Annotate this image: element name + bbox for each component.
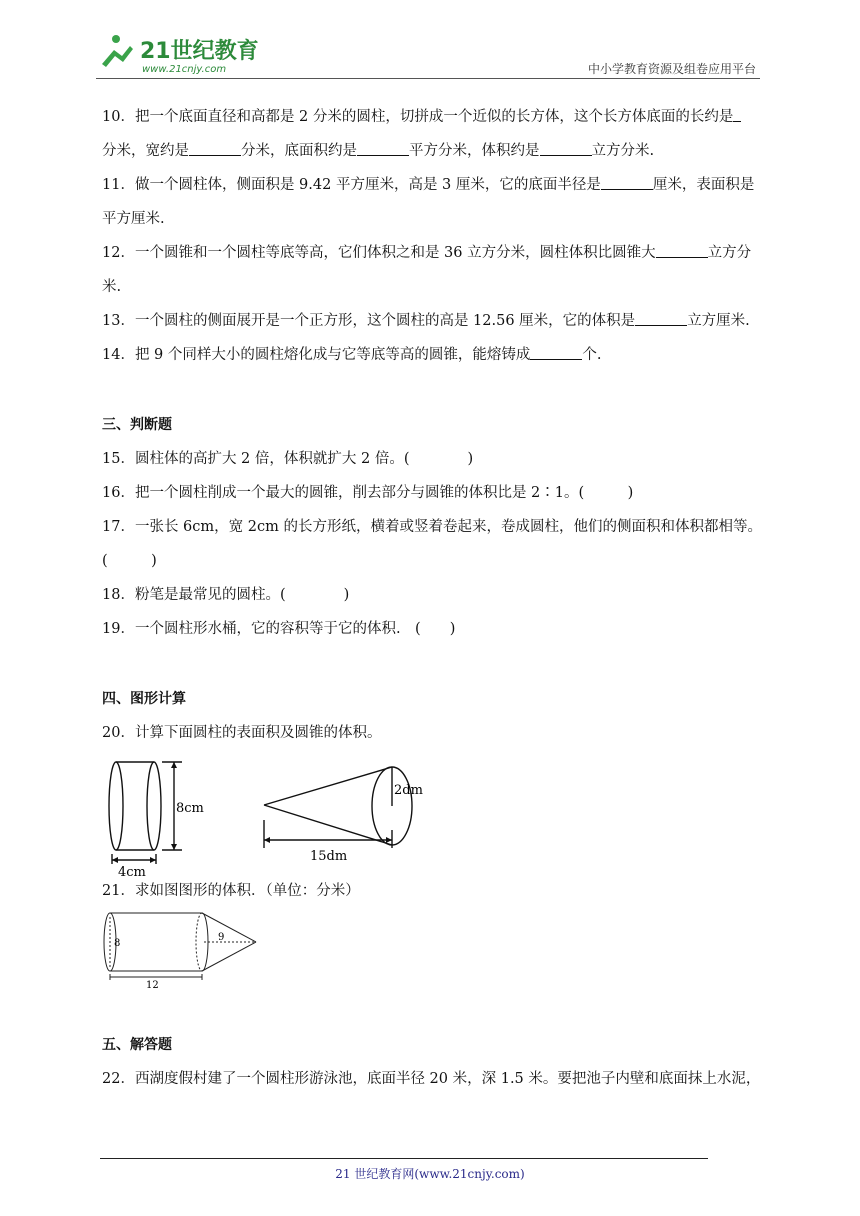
answer-blank xyxy=(189,141,241,156)
question-21: 21．求如图图形的体积．（单位：分米） xyxy=(102,883,360,899)
question-17: 17．一张长 6cm，宽 2cm 的长方形纸，横着或竖着卷起来，卷成圆柱，他们的侧面积和体积都相等。 ( ) xyxy=(102,519,762,569)
platform-name: 中小学教育资源及组卷应用平台 xyxy=(587,62,756,76)
question-13: 13．一个圆柱的侧面展开是一个正方形，这个圆柱的高是 12.56 厘米，它的体积是 立方厘米. xyxy=(102,313,750,329)
answer-blank xyxy=(733,107,741,122)
question-20: 20．计算下面圆柱的表面积及圆锥的体积。 xyxy=(102,725,382,741)
answer-blank xyxy=(601,175,653,190)
answer-blank xyxy=(357,141,409,156)
site-logo xyxy=(96,30,266,76)
cylinder-diameter-label: 4cm xyxy=(118,865,146,880)
question-list xyxy=(102,100,762,1096)
logo-url: www.21cnjy.com xyxy=(142,64,227,75)
footer-rule xyxy=(100,1158,708,1159)
question-11: 11．做一个圆柱体，侧面积是 9.42 平方厘米，高是 3 厘米，它的底面半径是 厘米，表面积是 平方厘米. xyxy=(102,177,755,227)
cone-length-label: 15dm xyxy=(310,849,348,864)
answer-blank xyxy=(635,311,687,326)
f21-cone-height-label: 9 xyxy=(218,932,225,943)
question-15: 15．圆柱体的高扩大 2 倍，体积就扩大 2 倍。( ) xyxy=(102,451,474,467)
cylinder-height-label: 8cm xyxy=(176,801,204,816)
question-16: 16．把一个圆柱削成一个最大的圆锥，削去部分与圆锥的体积比是 2∶1。( ) xyxy=(102,485,634,501)
logo-text: 21世纪教育 xyxy=(140,39,259,64)
cone-radius-label: 2dm xyxy=(394,783,423,798)
figure-cylinder-cone xyxy=(102,750,432,880)
question-19: 19．一个圆柱形水桶，它的容积等于它的体积. ( ) xyxy=(102,621,456,637)
question-18: 18．粉笔是最常见的圆柱。( ) xyxy=(102,587,350,603)
page-header xyxy=(96,30,760,80)
section-figure-calc: 四、图形计算 xyxy=(102,691,186,707)
answer-blank xyxy=(530,345,582,360)
page-footer: 21 世纪教育网(www.21cnjy.com) xyxy=(335,1167,525,1181)
section-solutions: 五、解答题 xyxy=(102,1037,172,1053)
section-judgement: 三、判断题 xyxy=(102,417,172,433)
answer-blank xyxy=(540,141,592,156)
f21-diameter-label: 8 xyxy=(114,938,121,949)
question-12: 12．一个圆锥和一个圆柱等底等高，它们体积之和是 36 立方分米，圆柱体积比圆锥大 立方分 米. xyxy=(102,245,752,295)
figure-cylinder-with-cone xyxy=(102,908,272,991)
f21-length-label: 12 xyxy=(146,980,159,991)
question-22: 22．西湖度假村建了一个圆柱形游泳池，底面半径 20 米，深 1.5 米。要把池子内壁和底面抹上水泥， xyxy=(102,1071,761,1087)
question-14: 14．把 9 个同样大小的圆柱熔化成与它等底等高的圆锥，能熔铸成 个. xyxy=(102,347,602,363)
question-10: 10．把一个底面直径和高都是 2 分米的圆柱，切拼成一个近似的长方体，这个长方体底面的长约是 分米，宽约是 分米，底面积约是 平方分米，体积约是 立方分米. xyxy=(102,100,762,168)
answer-blank xyxy=(656,243,708,258)
header-rule xyxy=(96,78,760,79)
